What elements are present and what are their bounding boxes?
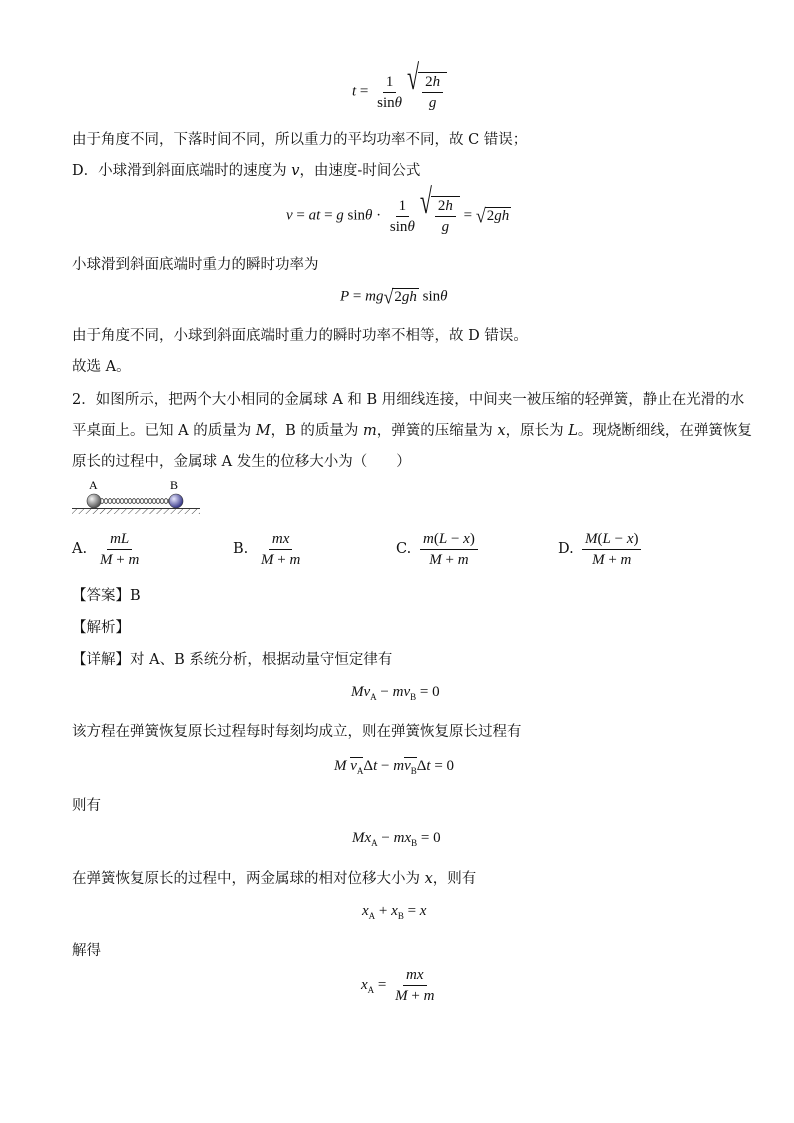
- option-b-formula: $\frac{mx}{M + m}$: [261, 531, 301, 568]
- explain-line-4: 解得: [72, 943, 101, 959]
- ball-a-icon: [87, 494, 101, 508]
- explain-line-2: 则有: [72, 798, 101, 814]
- formula-displacement: $Mx_A - mx_B = 0$: [352, 830, 441, 848]
- formula-time: t = $\frac{1}{\sin\theta}$ √ $\frac{2h}{g}$: [352, 72, 447, 112]
- formula-momentum: $Mv_A - mv_B = 0$: [351, 684, 440, 702]
- spring-balls-figure: [72, 478, 202, 518]
- option-a-formula: $\frac{mL}{M + m}$: [100, 531, 140, 568]
- question-2-line-2: 平桌面上。已知 A 的质量为 M，B 的质量为 m，弹簧的压缩量为 x，原长为 L。现烧断细线，在弹簧恢复: [72, 423, 752, 439]
- figure-label-b: B: [170, 478, 179, 492]
- option-d-label: D.: [558, 541, 574, 557]
- option-c-formula: $\frac{m(L - x)}{M + m}$: [418, 530, 480, 569]
- text-line-c-wrong: 由于角度不同，下落时间不同，所以重力的平均功率不同，故 C 错误；: [72, 132, 528, 148]
- question-2-line-3: 原长的过程中，金属球 A 发生的位移大小为（ ）: [72, 454, 411, 470]
- option-c-label: C.: [396, 541, 412, 557]
- option-d-formula: $\frac{M(L - x)}{M + m}$: [580, 530, 643, 569]
- formula-velocity: v = at = g sinθ · $\frac{1}{\sin\theta}$ √ $\frac{2h}{g}$ = √ 2 gh: [286, 180, 510, 235]
- detail-line: 【详解】对 A、B 系统分析，根据动量守恒定律有: [72, 652, 393, 668]
- figure-label-a: A: [89, 478, 98, 492]
- spring-icon: [100, 499, 170, 504]
- option-b-label: B.: [233, 541, 249, 557]
- analysis-heading: 【解析】: [72, 620, 130, 636]
- formula-relative-displacement: $x_A + x_B = x$: [362, 903, 427, 921]
- text-line-d-intro: D．小球滑到斜面底端时的速度为 v，由速度-时间公式: [72, 163, 421, 179]
- formula-power: P = mg √ 2 gh sinθ: [340, 286, 448, 308]
- formula-result: $x_A$ = $\frac{mx}{M + m}$: [361, 967, 435, 1004]
- explain-line-1: 该方程在弹簧恢复原长过程每时每刻均成立，则在弹簧恢复原长过程有: [72, 724, 522, 740]
- explain-line-3: 在弹簧恢复原长的过程中，两金属球的相对位移大小为 x，则有: [72, 871, 477, 887]
- text-line-d-wrong: 由于角度不同，小球到斜面底端时重力的瞬时功率不相等，故 D 错误。: [72, 328, 528, 344]
- table-hatch: [72, 509, 200, 514]
- answer-line: 【答案】B: [72, 588, 141, 604]
- formula-average-momentum: M $v_A\Delta t - mv_B\Delta t = 0$: [334, 758, 455, 776]
- text-line-power-intro: 小球滑到斜面底端时重力的瞬时功率为: [72, 257, 319, 273]
- question-2-line-1: 2．如图所示，把两个大小相同的金属球 A 和 B 用细线连接，中间夹一被压缩的轻弹簧，静止在光滑的水: [72, 392, 745, 408]
- ball-b-icon: [169, 494, 183, 508]
- option-a-label: A.: [72, 541, 88, 557]
- text-line-choose-a: 故选 A。: [72, 359, 131, 375]
